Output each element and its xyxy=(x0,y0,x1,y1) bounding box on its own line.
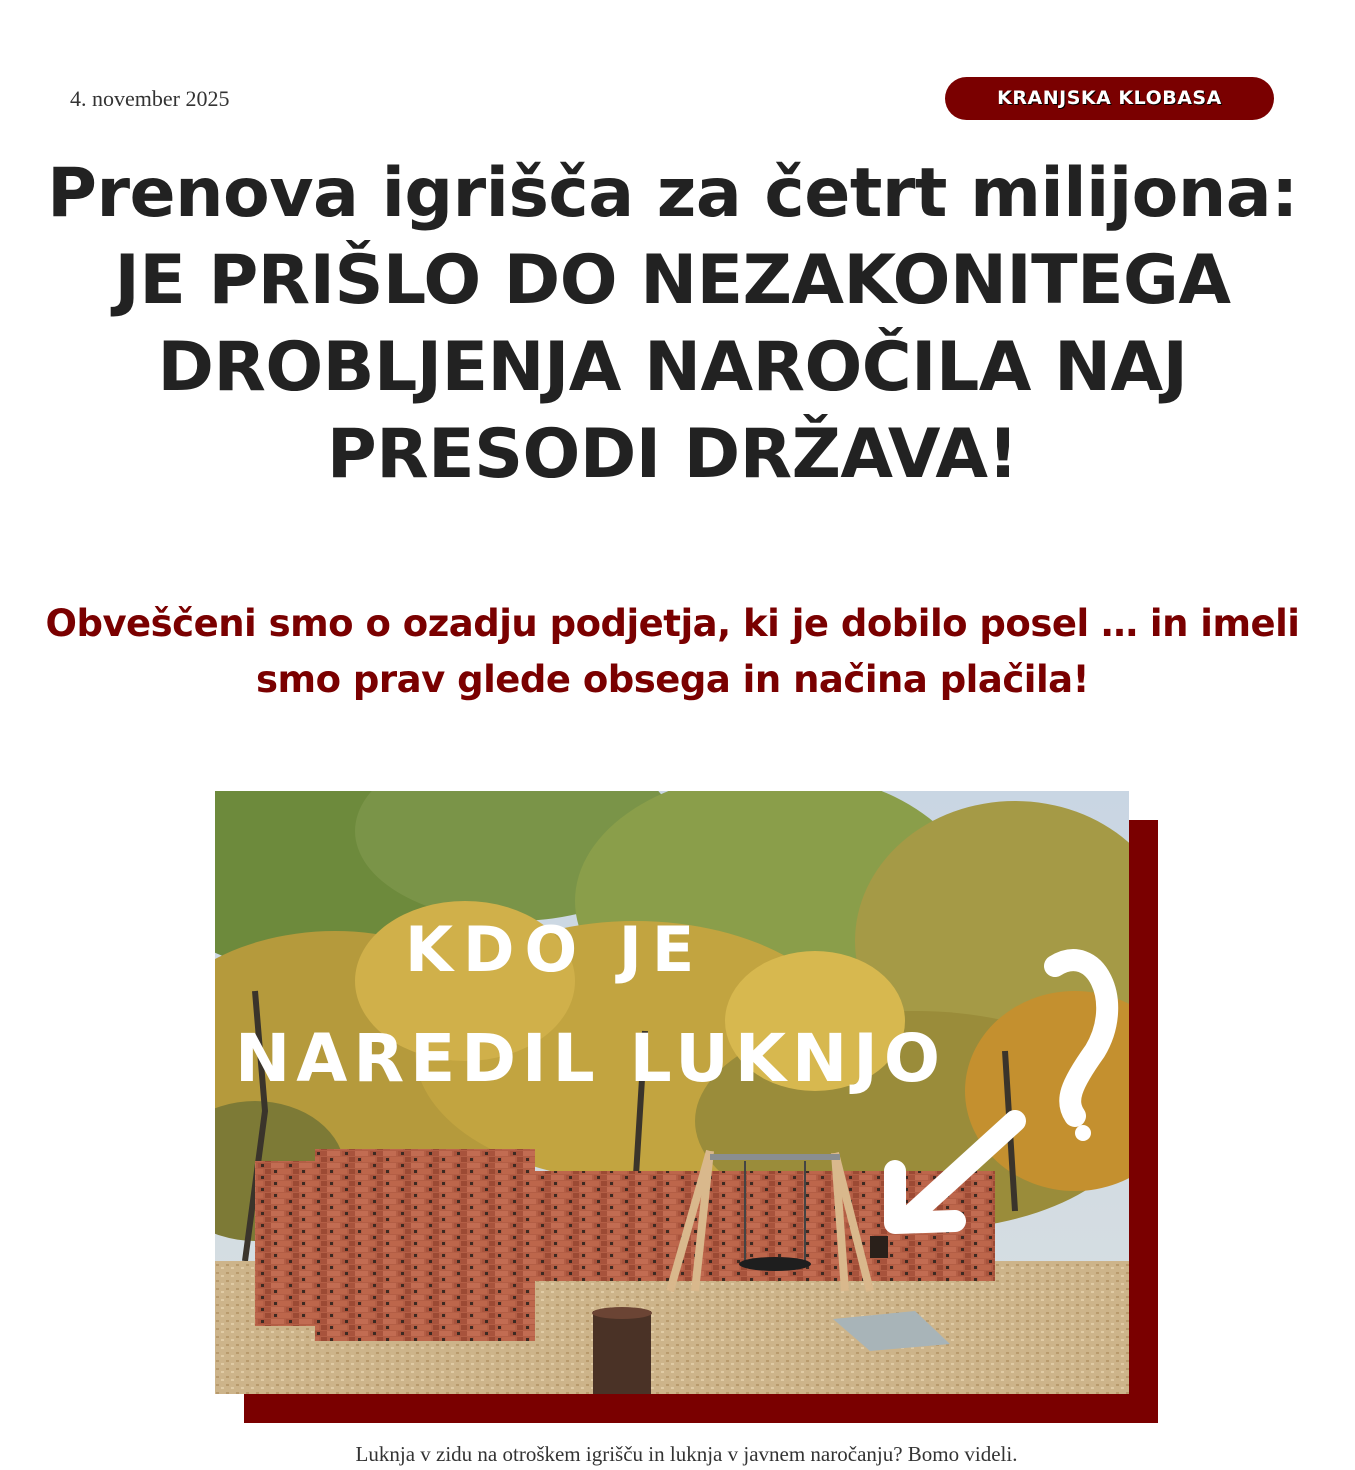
category-badge[interactable]: KRANJSKA KLOBASA xyxy=(945,77,1274,120)
article-headline: Prenova igrišča za četrt milijona: JE PRIŠLO DO NEZAKONITEGA DROBLJENJA NAROČILA NAJ PRESODI DRŽAVA! xyxy=(47,154,1298,494)
trash-bin xyxy=(593,1311,651,1394)
wall-hole xyxy=(870,1236,888,1258)
overlay-text-line1: KDO JE xyxy=(405,913,705,986)
image-caption: Luknja v zidu na otroškem igrišču in luknja v javnem naročanju? Bomo videli. xyxy=(355,1442,1018,1466)
article-photo[interactable] xyxy=(215,791,1129,1394)
article-subheadline: Obveščeni smo o ozadju podjetja, ki je dobilo posel … in imeli smo prav glede obsega in načina plačila! xyxy=(45,602,1300,701)
overlay-text-line2: NAREDIL LUKNJO xyxy=(235,1020,946,1097)
playground-illustration xyxy=(215,791,1129,1394)
article-date: 4. november 2025 xyxy=(70,86,230,111)
